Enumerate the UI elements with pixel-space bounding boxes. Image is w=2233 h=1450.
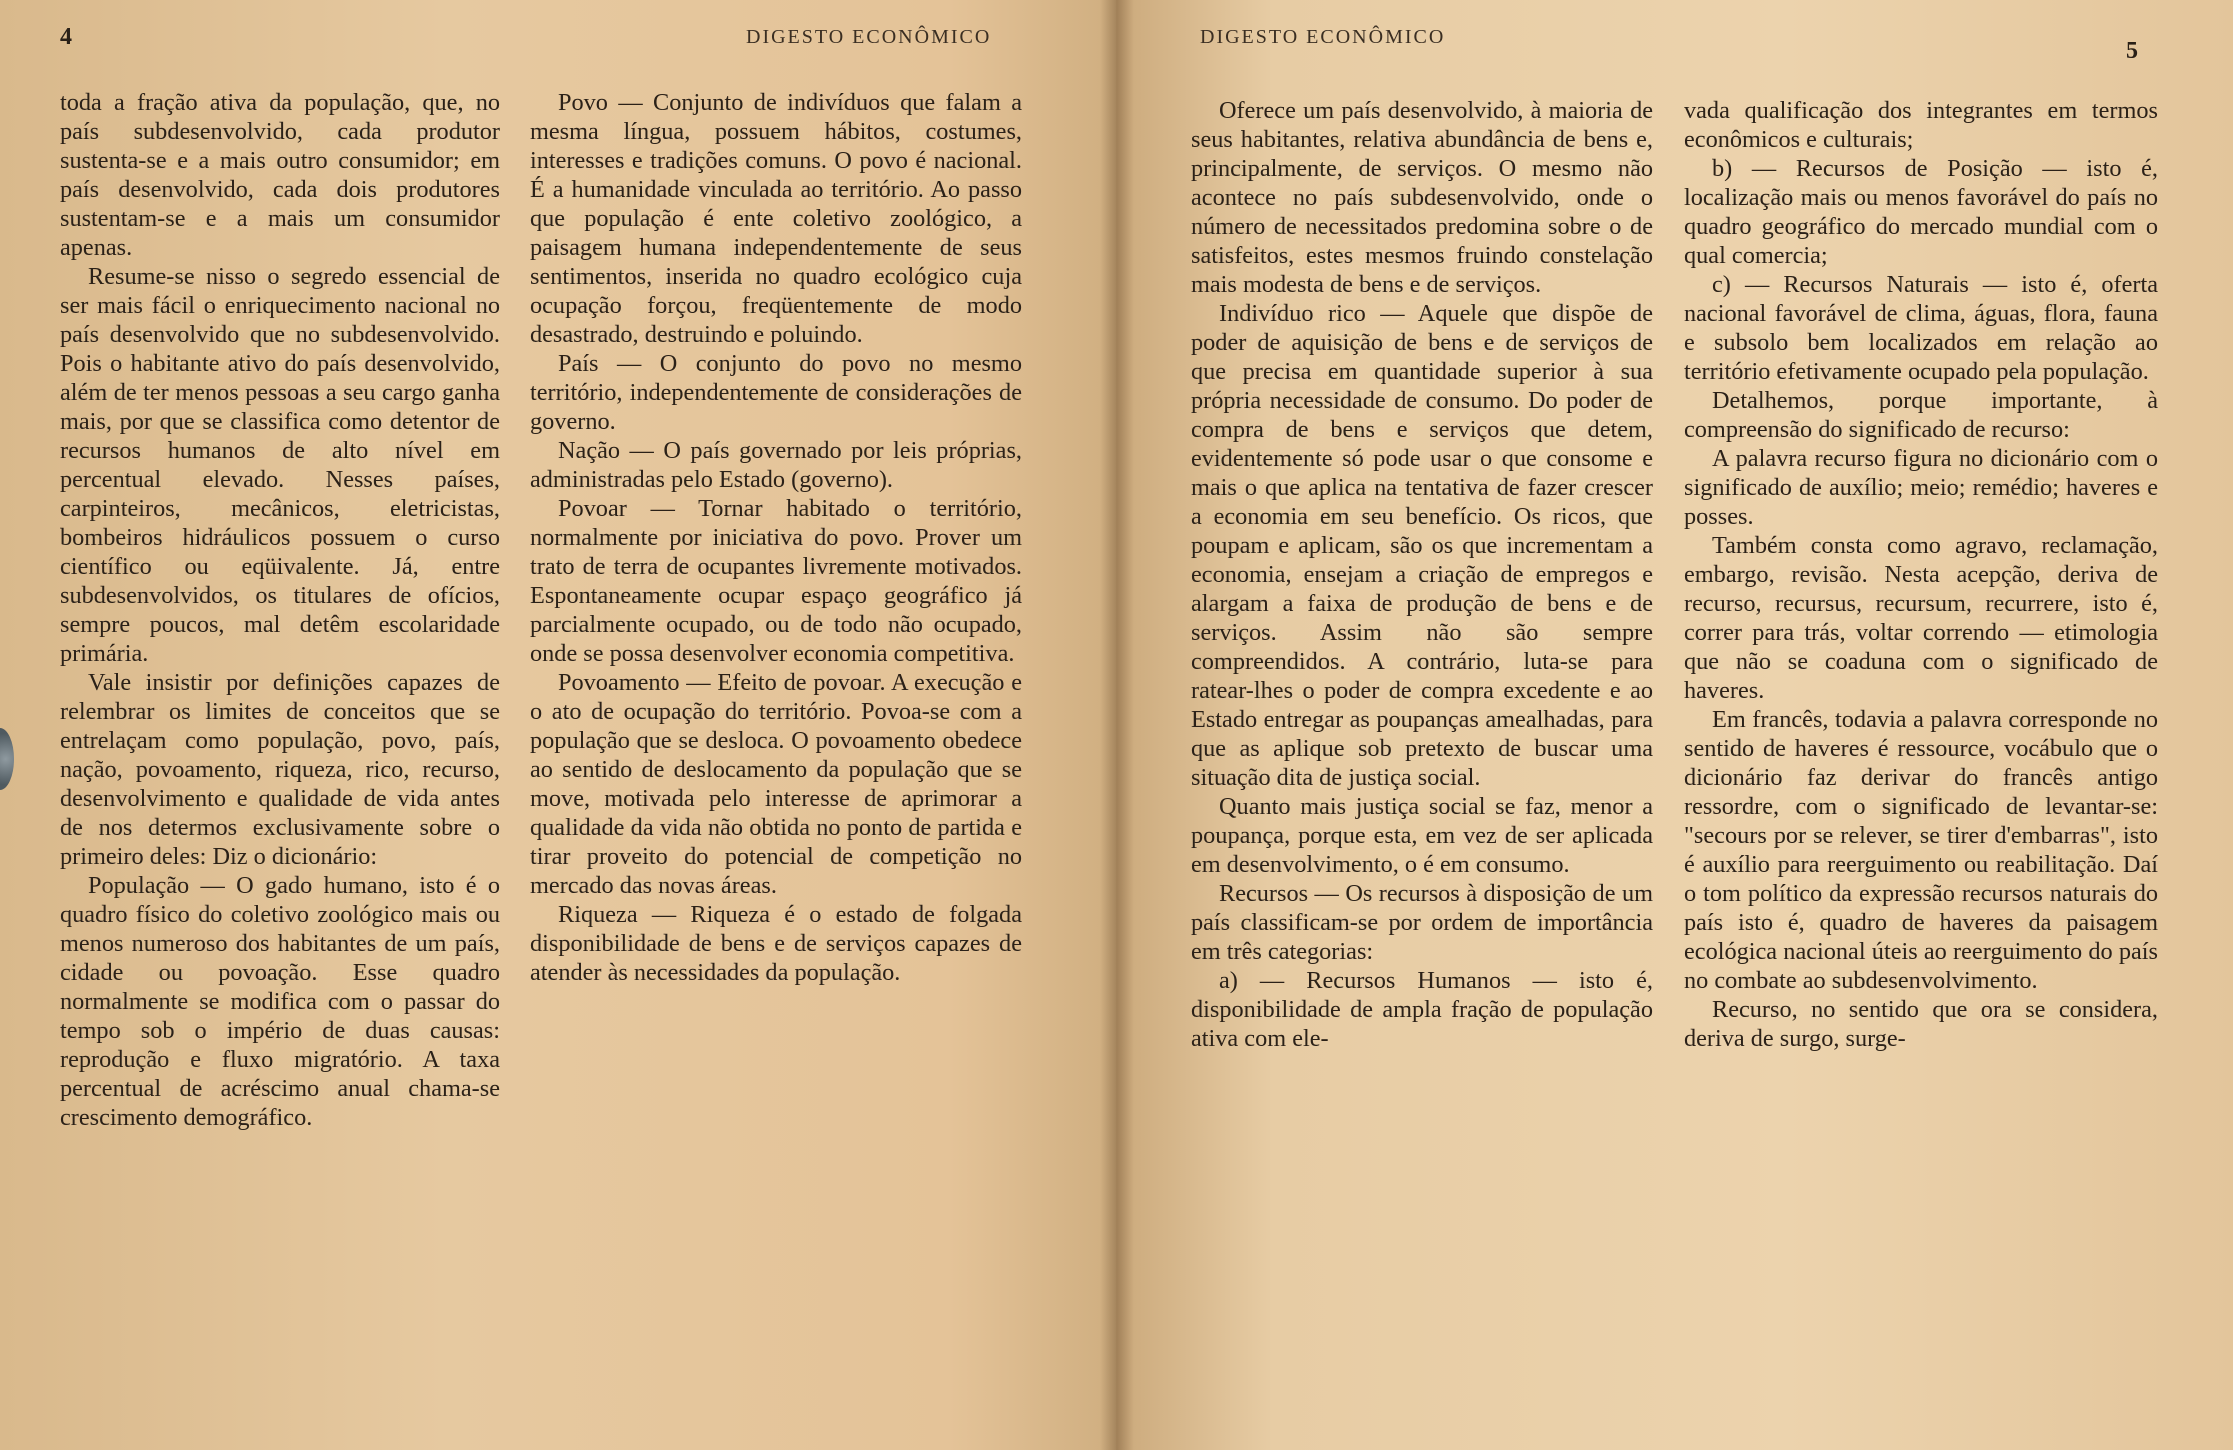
paragraph: Indivíduo rico — Aquele que dispõe de poder de aquisição de bens e de serviços de que precisa em quantidade superior à sua própria necessidade de consumo. Do poder de compra de bens e serviços que detem, evidentemente só pode usar o que consome e mais o que aplica na tentativa de fazer crescer a economia em seu benefício. Os ricos, que poupam e aplicam, são os que incrementam a economia, ensejam a criação de empregos e alargam a faixa de produção de bens e de serviços. Assim não são sempre compreendidos. A contrário, luta-se para ratear-lhes o poder de compra excedente e ao Estado entregar as poupanças amealhadas, para que as aplique sob pretexto de buscar uma situação dita de justiça social. bbox=[1191, 300, 1653, 791]
paragraph: toda a fração ativa da população, que, no país subdesenvolvido, cada produtor sustenta-se e a mais outro consumidor; em país desenvolvido, cada dois produtores sustentam-se e a mais um consumidor apenas. bbox=[60, 89, 500, 261]
paragraph: Riqueza — Riqueza é o estado de folgada disponibilidade de bens e de serviços capazes de atender às necessidades da população. bbox=[530, 901, 1022, 986]
paragraph: Recursos — Os recursos à disposição de um país classificam-se por ordem de importância em três categorias: bbox=[1191, 880, 1653, 965]
paragraph: c) — Recursos Naturais — isto é, oferta nacional favorável de clima, águas, flora, fauna e subsolo bem localizados em relação ao território efetivamente ocupado pela população. bbox=[1684, 271, 2158, 385]
paragraph: Povoar — Tornar habitado o território, normalmente por iniciativa do povo. Prover um trato de terra de ocupantes livremente motivados. Espontaneamente ocupar espaço geográfico já parcialmente ocupado, ou de todo não ocupado, onde se possa desenvolver economia competitiva. bbox=[530, 495, 1022, 667]
paragraph: vada qualificação dos integrantes em termos econômicos e culturais; bbox=[1684, 97, 2158, 153]
binding-hole bbox=[0, 728, 14, 790]
paragraph: A palavra recurso figura no dicionário com o significado de auxílio; meio; remédio; haveres e posses. bbox=[1684, 445, 2158, 530]
right-page bbox=[1116, 0, 2233, 1450]
paragraph: País — O conjunto do povo no mesmo território, independentemente de considerações de governo. bbox=[530, 350, 1022, 435]
paragraph: Quanto mais justiça social se faz, menor a poupança, porque esta, em vez de ser aplicada em desenvolvimento, o é em consumo. bbox=[1191, 793, 1653, 878]
left-page bbox=[0, 0, 1116, 1450]
paragraph: Também consta como agravo, reclamação, embargo, revisão. Nesta acepção, deriva de recurso, recursus, recursum, recurrere, isto é, correr para trás, voltar correndo — etimologia que não se coaduna com o significado de haveres. bbox=[1684, 532, 2158, 704]
paragraph: Resume-se nisso o segredo essencial de ser mais fácil o enriquecimento nacional no país desenvolvido que no subdesenvolvido. Pois o habitante ativo do país desenvolvido, além de ter menos pessoas a seu cargo ganha mais, por que se classifica como detentor de recursos humanos de alto nível em percentual elevado. Nesses países, carpinteiros, mecânicos, eletricistas, bombeiros hidráulicos possuem o curso científico ou eqüivalente. Já, entre subdesenvolvidos, os titulares de ofícios, sempre poucos, mal detêm escolaridade primária. bbox=[60, 263, 500, 667]
paragraph: Detalhemos, porque importante, à compreensão do significado de recurso: bbox=[1684, 387, 2158, 443]
paragraph: Vale insistir por definições capazes de relembrar os limites de conceitos que se entrelaçam como população, povo, país, nação, povoamento, riqueza, rico, recurso, desenvolvimento e qualidade de vida antes de nos determos exclusivamente sobre o primeiro deles: Diz o dicionário: bbox=[60, 669, 500, 870]
paragraph: Nação — O país governado por leis próprias, administradas pelo Estado (governo). bbox=[530, 437, 1022, 493]
running-head: DIGESTO ECONÔMICO bbox=[746, 26, 992, 48]
paragraph: a) — Recursos Humanos — isto é, disponibilidade de ampla fração de população ativa com ele- bbox=[1191, 967, 1653, 1052]
paragraph: Povo — Conjunto de indivíduos que falam a mesma língua, possuem hábitos, costumes, interesses e tradições comuns. O povo é nacional. É a humanidade vinculada ao território. Ao passo que população é ente coletivo zoológico, a paisagem humana independentemente de seus sentimentos, inserida no quadro ecológico cuja ocupação forçou, freqüentemente de modo desastrado, destruindo e poluindo. bbox=[530, 89, 1022, 348]
paragraph: Em francês, todavia a palavra corresponde no sentido de haveres é ressource, vocábulo que o dicionário faz derivar do francês antigo ressordre, com o significado de levantar-se: "secours por se relever, se tirer d'embarras", isto é auxílio para reerguimento ou reabilitação. Daí o tom político da expressão recursos naturais do país isto é, quadro de haveres da paisagem ecológica nacional úteis ao reerguimento do país no combate ao subdesenvolvimento. bbox=[1684, 706, 2158, 994]
right-column-2 bbox=[1684, 96, 2158, 1053]
page-number: 4 bbox=[60, 24, 72, 50]
running-head: DIGESTO ECONÔMICO bbox=[1200, 26, 1446, 48]
paragraph: Oferece um país desenvolvido, à maioria de seus habitantes, relativa abundância de bens e, principalmente, de serviços. O mesmo não acontece no país subdesenvolvido, onde o número de necessitados predomina sobre o de satisfeitos, estes mesmos fruindo constelação mais modesta de bens e de serviços. bbox=[1191, 97, 1653, 298]
left-column-1 bbox=[60, 88, 500, 1132]
paragraph: b) — Recursos de Posição — isto é, localização mais ou menos favorável do país no quadro geográfico do mercado mundial com o qual comercia; bbox=[1684, 155, 2158, 269]
right-column-1 bbox=[1191, 96, 1653, 1053]
paragraph: População — O gado humano, isto é o quadro físico do coletivo zoológico mais ou menos numeroso dos habitantes de um país, cidade ou povoação. Esse quadro normalmente se modifica com o passar do tempo sob o império de duas causas: reprodução e fluxo migratório. A taxa percentual de acréscimo anual chama-se crescimento demográfico. bbox=[60, 872, 500, 1131]
paragraph: Recurso, no sentido que ora se considera, deriva de surgo, surge- bbox=[1684, 996, 2158, 1052]
left-column-2 bbox=[530, 88, 1022, 987]
paragraph: Povoamento — Efeito de povoar. A execução e o ato de ocupação do território. Povoa-se com a população que se desloca. O povoamento obedece ao sentido de deslocamento da população que se move, motivada pelo interesse de aprimorar a qualidade da vida não obtida no ponto de partida e tirar proveito do potencial de competição no mercado das novas áreas. bbox=[530, 669, 1022, 899]
page-number: 5 bbox=[2126, 38, 2138, 64]
